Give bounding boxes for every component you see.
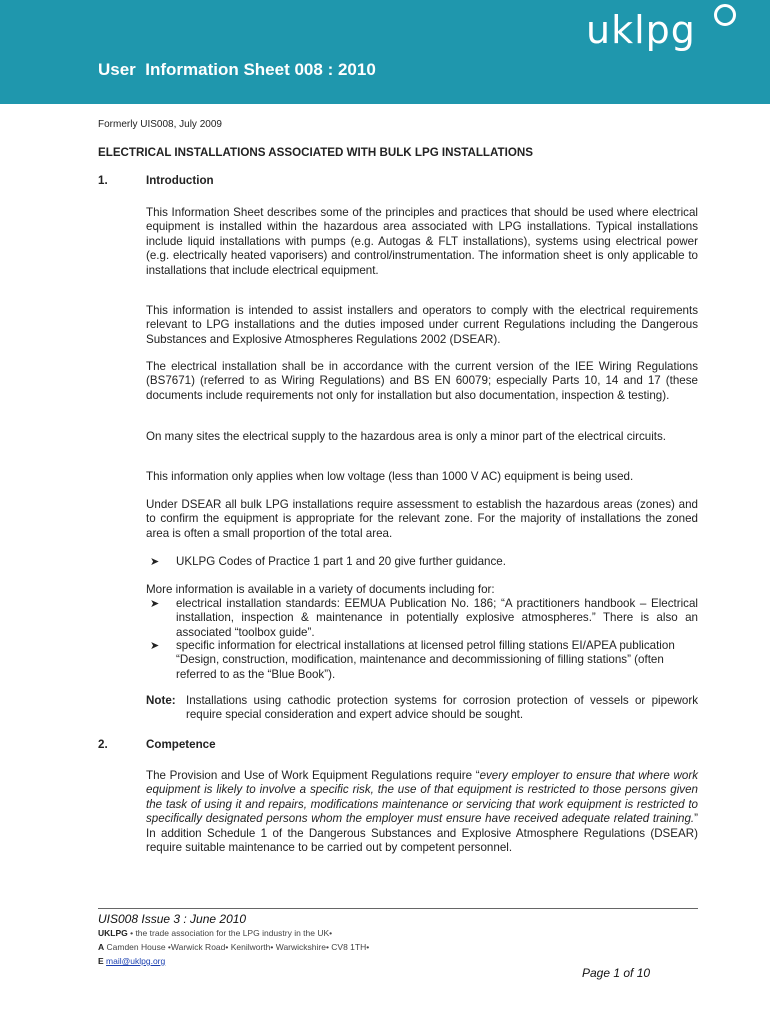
issue-label: UIS008 Issue 3 : June 2010 xyxy=(98,912,247,926)
arrow-bullet-icon: ➤ xyxy=(150,640,160,652)
section-1-number: 1. xyxy=(98,174,108,187)
bullet-item xyxy=(150,555,698,571)
intro-paragraph-1: This Information Sheet describes some of the principles and practices that should be used where electrical equipment is installed within the hazardous area associated with LPG installations. Typical installations include liquid installations with pumps (e.g. Autogas & FLT installations), systems using electrical power (e.g. electrically heated vaporisers) and control/instrumentation. The information sheet is only applicable to installations that include electrical equipment. xyxy=(146,206,698,277)
footer-email-prefix: E xyxy=(98,956,104,966)
formerly-note: Formerly UIS008, July 2009 xyxy=(98,119,222,130)
footer-address-prefix: A xyxy=(98,942,105,952)
footer-email-line xyxy=(98,956,165,966)
intro-paragraph-4: On many sites the electrical supply to the hazardous area is only a minor part of the electrical circuits. xyxy=(146,430,667,443)
intro-paragraph-2: This information is intended to assist installers and operators to comply with the electrical requirements relevant to LPG installations and the duties imposed under current Regulations including the Dangerous Substances and Explosive Atmospheres Regulations 2002 (DSEAR). xyxy=(146,304,698,346)
section-2-number: 2. xyxy=(98,738,108,751)
footer-association-line xyxy=(98,928,332,938)
logo-circle-icon xyxy=(714,4,736,26)
note-label: Note: xyxy=(146,694,176,707)
footer-tagline: • the trade association for the LPG industry in the UK• xyxy=(127,928,333,938)
more-info-intro: More information is available in a variety of documents including for: xyxy=(146,583,495,596)
bullet-text: electrical installation standards: EEMUA Publication No. 186; “A practitioners handbook – Electrical installation, inspection & maintenance in potentially explosive atmospheres.” There is also an associated “toolbox guide”. xyxy=(176,597,698,639)
competence-tail: ” In addition Schedule 1 of the Dangerous Substances and Explosive Atmosphere Regulations (DSEAR) require suitable maintenance to be carried out by competent personnel. xyxy=(146,812,698,855)
header-band xyxy=(0,0,770,104)
intro-paragraph-5: This information only applies when low voltage (less than 1000 V AC) equipment is being used. xyxy=(146,470,634,483)
logo-text: uklpg xyxy=(586,8,696,52)
competence-lead: The Provision and Use of Work Equipment Regulations require “ xyxy=(146,769,480,782)
footer-org: UKLPG xyxy=(98,928,128,938)
bullet-text: UKLPG Codes of Practice 1 part 1 and 20 give further guidance. xyxy=(176,555,506,568)
competence-paragraph xyxy=(146,769,698,855)
section-1-heading: Introduction xyxy=(146,174,214,187)
note-block xyxy=(146,694,698,724)
arrow-bullet-icon: ➤ xyxy=(150,598,160,610)
page-title: User Information Sheet 008 : 2010 xyxy=(98,60,376,79)
document-title: ELECTRICAL INSTALLATIONS ASSOCIATED WITH BULK LPG INSTALLATIONS xyxy=(98,146,533,159)
competence-quote: every employer to ensure that where work equipment is likely to involve a specific risk, the use of that equipment is restricted to those persons given the task of using it and repairs, modifications maintenance or servicing that work equipment is restricted to specifically designated persons whom the employer must ensure have received adequate related training. xyxy=(146,769,698,826)
page-number: Page 1 of 10 xyxy=(582,966,651,980)
intro-paragraph-6: Under DSEAR all bulk LPG installations require assessment to establish the hazardous areas (zones) and to confirm the equipment is appropriate for the relevant zone. For the majority of installations the zoned area is often a small proportion of the total area. xyxy=(146,498,698,540)
arrow-bullet-icon: ➤ xyxy=(150,556,160,568)
footer-address-line xyxy=(98,942,369,952)
bullet-item xyxy=(150,639,698,683)
uklpg-logo xyxy=(586,4,770,60)
footer-address: Camden House •Warwick Road• Kenilworth• Warwickshire• CV8 1TH• xyxy=(104,942,370,952)
bullet-item xyxy=(150,597,698,641)
bullet-text: specific information for electrical installations at licensed petrol filling stations EI/APEA publication “Design, construction, modification, maintenance and decommissioning of filling stations” (often referred to as the “Blue Book”). xyxy=(176,639,675,681)
footer-email-link[interactable]: mail@uklpg.org xyxy=(106,956,166,966)
note-text: Installations using cathodic protection systems for corrosion protection of vessels or pipework require special consideration and expert advice should be sought. xyxy=(186,694,698,722)
intro-paragraph-3: The electrical installation shall be in accordance with the current version of the IEE Wiring Regulations (BS7671) (referred to as Wiring Regulations) and BS EN 60079; especially Parts 10, 14 and 17 (these documents include requirements not only for installation but also documentation, inspection & testing). xyxy=(146,360,698,402)
section-2-heading: Competence xyxy=(146,738,216,751)
footer-divider xyxy=(98,908,698,909)
